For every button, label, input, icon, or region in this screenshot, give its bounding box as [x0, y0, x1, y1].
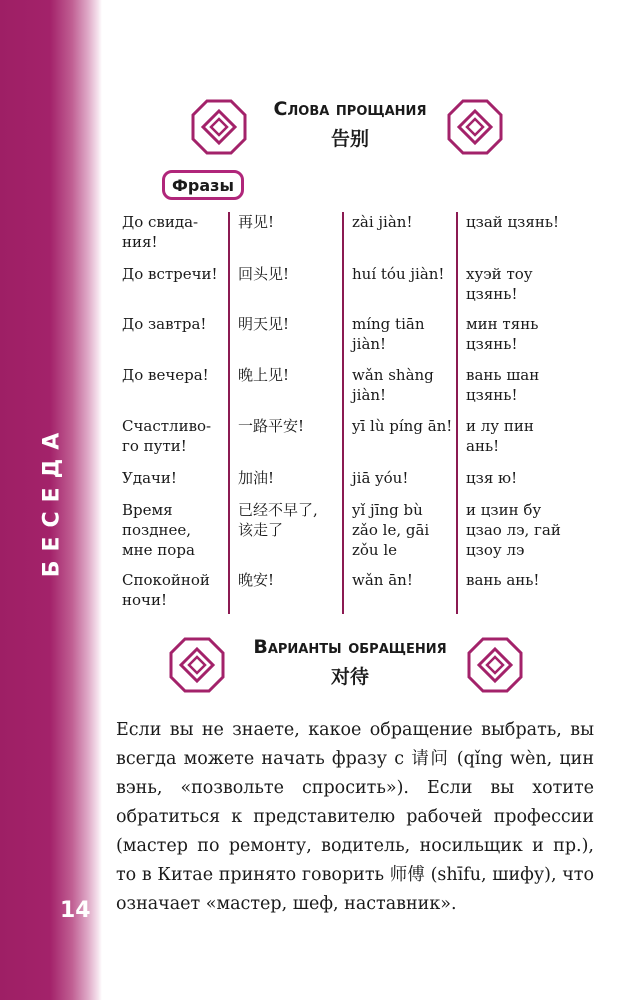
table-cell-zh: 晚上见! [238, 366, 290, 384]
table-cell-pinyin: míng tiān jiàn! [352, 315, 425, 353]
section-side-label [34, 425, 70, 575]
table-cell-zh: 加油! [238, 469, 275, 487]
section-heading-address [180, 636, 520, 689]
column-divider [228, 212, 230, 614]
section-heading-farewell [180, 98, 520, 151]
table-cell-ru: До вечера! [122, 366, 209, 384]
table-cell-zh: 明天见! [238, 315, 290, 333]
table-cell-ru: Время позднее, мне пора [122, 501, 195, 559]
table-cell-ru: До свида- ния! [122, 213, 199, 251]
table-cell-pinyin: zài jiàn! [352, 213, 413, 231]
section-title: Варианты обращения [253, 636, 447, 658]
table-cell-ru: Удачи! [122, 469, 177, 487]
table-cell-ru: До завтра! [122, 315, 207, 333]
table-cell-zh: 已经不早了, 该走了 [238, 501, 318, 539]
table-cell-zh: 晚安! [238, 571, 275, 589]
table-cell-pinyin: yǐ jīng bù zǎo le, gāi zǒu le [352, 501, 430, 559]
table-cell-transcription: и цзин бу цзао лэ, гай цзоу лэ [466, 501, 561, 559]
page-number: 14 [60, 898, 91, 923]
table-cell-pinyin: wǎn shàng jiàn! [352, 366, 434, 404]
table-cell-pinyin: jiā yóu! [352, 469, 409, 487]
table-cell-ru: До встречи! [122, 265, 218, 283]
body-paragraph: Если вы не знаете, какое обращение выбрать, вы всегда можете начать фразу с 请问 (qǐng wèn, цин вэнь, «позвольте спросить»). Если вы хотите обратиться к представителю рабочей профессии (мастер по ремонту, водитель, носильщик и пр.), то в Китае принято говорить 师傅 (shīfu, шифу), что означает «мастер, шеф, наставник». [116, 720, 594, 914]
table-cell-pinyin: wǎn ān! [352, 571, 413, 589]
section-subtitle: 对待 [330, 666, 369, 688]
table-cell-ru: Счастливо- го пути! [122, 417, 212, 455]
table-cell-zh: 回头见! [238, 265, 290, 283]
table-cell-transcription: хуэй тоу цзянь! [466, 265, 533, 303]
table-cell-transcription: и лу пин ань! [466, 417, 534, 455]
table-cell-transcription: цзя ю! [466, 469, 518, 487]
table-cell-transcription: вань ань! [466, 571, 540, 589]
table-cell-ru: Спокойной ночи! [122, 571, 210, 609]
section-subtitle: 告别 [330, 128, 369, 150]
table-cell-pinyin: huí tóu jiàn! [352, 265, 445, 283]
table-cell-zh: 一路平安! [238, 417, 305, 435]
table-cell-transcription: мин тянь цзянь! [466, 315, 539, 353]
table-cell-transcription: вань шан цзянь! [466, 366, 540, 404]
section-side-label-text: БЕСЕДА [39, 423, 65, 577]
section-title: Слова прощания [273, 98, 427, 120]
table-cell-zh: 再见! [238, 213, 275, 231]
table-cell-transcription: цзай цзянь! [466, 213, 560, 231]
table-cell-pinyin: yī lù píng ān! [352, 417, 453, 435]
phrases-tag: Фразы [162, 170, 244, 200]
